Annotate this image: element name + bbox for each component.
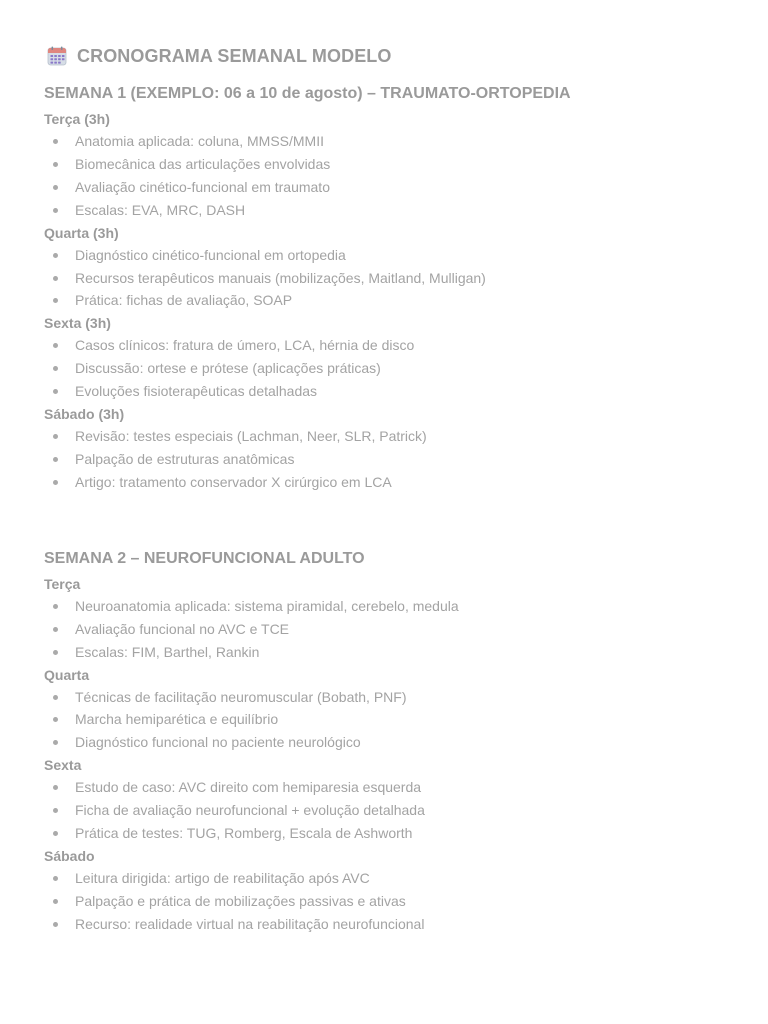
list-item-text: Escalas: EVA, MRC, DASH: [75, 201, 246, 218]
bullet-icon: [53, 831, 58, 836]
day-item-list: [44, 130, 744, 222]
list-item: [44, 822, 744, 845]
list-item-text: Técnicas de facilitação neuromuscular (Bobath, PNF): [75, 688, 407, 705]
list-item-text: Ficha de avaliação neurofuncional + evolução detalhada: [75, 802, 425, 819]
list-item-text: Recursos terapêuticos manuais (mobilizações, Maitland, Mulligan): [75, 269, 486, 286]
day-title: Terça (3h): [44, 111, 110, 127]
day-title: Quarta: [44, 666, 90, 683]
list-item-text: Artigo: tratamento conservador X cirúrgico em LCA: [75, 473, 392, 490]
list-item-text: Anatomia aplicada: coluna, MMSS/MMII: [75, 133, 324, 149]
bullet-icon: [53, 457, 58, 462]
bullet-icon: [53, 139, 58, 144]
list-item-text: Revisão: testes especiais (Lachman, Neer, SLR, Patrick): [75, 428, 427, 445]
bullet-icon: [53, 298, 58, 303]
bullet-icon: [53, 695, 58, 700]
weeks-container: [44, 82, 744, 936]
day-title: Quarta (3h): [44, 224, 119, 241]
bullet-icon: [53, 480, 58, 485]
list-item-text: Palpação e prática de mobilizações passivas e ativas: [75, 892, 406, 909]
list-item-text: Casos clínicos: fratura de úmero, LCA, hérnia de disco: [75, 337, 415, 354]
list-item: [44, 471, 744, 494]
document-page: [44, 44, 744, 936]
section-spacer: [44, 494, 744, 547]
calendar-icon: [47, 46, 67, 66]
day-item-list: [44, 776, 744, 845]
list-item-text: Recurso: realidade virtual na reabilitação neurofuncional: [75, 915, 425, 932]
bullet-icon: [53, 740, 58, 745]
list-item-text: Escalas: FIM, Barthel, Rankin: [75, 643, 260, 660]
list-item: [44, 425, 744, 448]
list-item: [44, 618, 744, 641]
list-item: [44, 867, 744, 890]
list-item: [44, 913, 744, 936]
list-item: [44, 776, 744, 799]
day-item-list: [44, 867, 744, 936]
document-title: [44, 44, 744, 68]
bullet-icon: [53, 922, 58, 927]
document-title-text: CRONOGRAMA SEMANAL MODELO: [77, 45, 392, 66]
list-item: [44, 176, 744, 199]
list-item-text: Palpação de estruturas anatômicas: [75, 450, 295, 467]
list-item: [44, 380, 744, 403]
list-item-text: Leitura dirigida: artigo de reabilitação após AVC: [75, 869, 370, 886]
bullet-icon: [53, 366, 58, 371]
week-section: [44, 547, 744, 936]
bullet-icon: [53, 389, 58, 394]
list-item: [44, 334, 744, 357]
list-item: [44, 153, 744, 176]
list-item: [44, 890, 744, 913]
list-item-text: Evoluções fisioterapêuticas detalhadas: [75, 383, 318, 400]
bullet-icon: [53, 276, 58, 281]
bullet-icon: [53, 253, 58, 258]
week-title: SEMANA 2 – NEUROFUNCIONAL ADULTO: [44, 549, 365, 567]
bullet-icon: [53, 627, 58, 632]
list-item: [44, 289, 744, 312]
list-item-text: Diagnóstico funcional no paciente neurológico: [75, 734, 361, 751]
list-item: [44, 448, 744, 471]
day-item-list: [44, 244, 744, 313]
bullet-icon: [53, 876, 58, 881]
list-item: [44, 641, 744, 664]
day-title: Sábado (3h): [44, 406, 125, 423]
list-item: [44, 595, 744, 618]
day-item-list: [44, 425, 744, 494]
week-section: [44, 82, 744, 494]
list-item-text: Estudo de caso: AVC direito com hemiparesia esquerda: [75, 779, 422, 796]
bullet-icon: [53, 604, 58, 609]
day-title: Sexta: [44, 757, 82, 774]
list-item-text: Diagnóstico cinético-funcional em ortopedia: [75, 246, 346, 263]
bullet-icon: [53, 185, 58, 190]
day-title: Terça: [44, 575, 81, 592]
week-title: SEMANA 1 (EXEMPLO: 06 a 10 de agosto) – TRAUMATO-ORTOPEDIA: [44, 85, 571, 102]
list-item-text: Avaliação cinético-funcional em traumato: [75, 178, 330, 195]
bullet-icon: [53, 343, 58, 348]
list-item-text: Neuroanatomia aplicada: sistema piramidal, cerebelo, medula: [75, 597, 459, 614]
bullet-icon: [53, 785, 58, 790]
list-item: [44, 267, 744, 290]
bullet-icon: [53, 650, 58, 655]
list-item: [44, 731, 744, 754]
list-item: [44, 130, 744, 153]
day-item-list: [44, 334, 744, 403]
list-item: [44, 708, 744, 731]
bullet-icon: [53, 899, 58, 904]
list-item-text: Prática de testes: TUG, Romberg, Escala de Ashworth: [75, 825, 413, 842]
list-item: [44, 686, 744, 709]
bullet-icon: [53, 808, 58, 813]
day-item-list: [44, 686, 744, 755]
list-item: [44, 357, 744, 380]
list-item-text: Avaliação funcional no AVC e TCE: [75, 620, 290, 637]
day-item-list: [44, 595, 744, 664]
day-title: Sábado: [44, 847, 95, 864]
bullet-icon: [53, 162, 58, 167]
list-item: [44, 199, 744, 222]
day-title: Sexta (3h): [44, 315, 111, 332]
list-item-text: Discussão: ortese e prótese (aplicações práticas): [75, 360, 381, 377]
bullet-icon: [53, 434, 58, 439]
list-item: [44, 799, 744, 822]
list-item: [44, 244, 744, 267]
bullet-icon: [53, 717, 58, 722]
list-item-text: Marcha hemiparética e equilíbrio: [75, 711, 279, 728]
list-item-text: Biomecânica das articulações envolvidas: [75, 155, 331, 172]
list-item-text: Prática: fichas de avaliação, SOAP: [75, 292, 293, 309]
bullet-icon: [53, 208, 58, 213]
